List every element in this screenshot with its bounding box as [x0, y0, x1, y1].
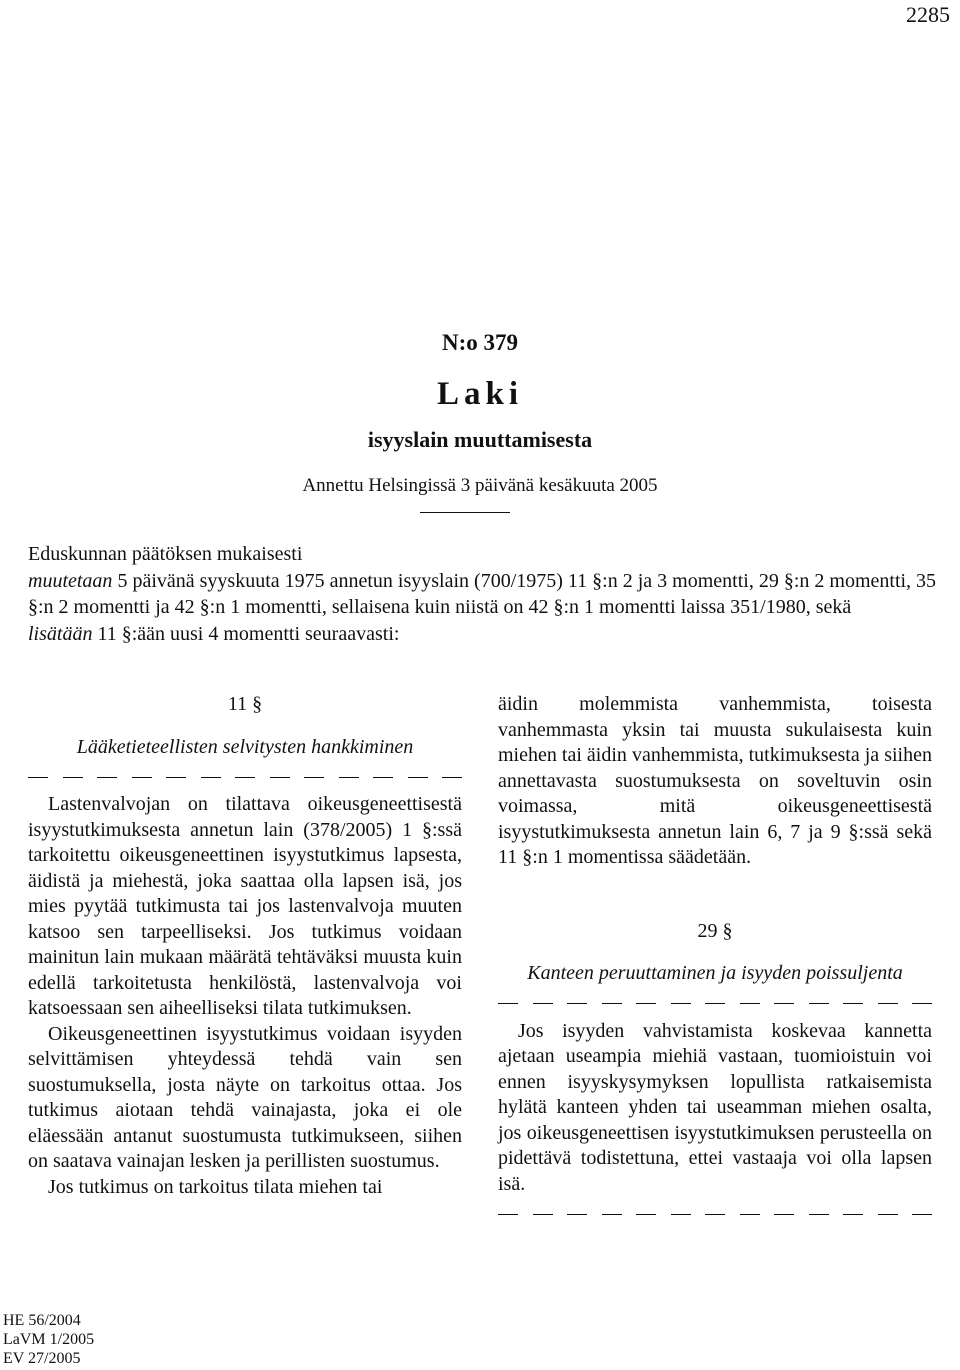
section-11-paragraph-continued: äidin molemmista vanhemmista, toisesta vanhemmasta yksin tai muusta sukulaisesta kuin miehen tai äidin vanhemmista, tutkimuksesta ja siihen annettavasta suostumuksesta on soveltuvin osin voimassa, mitä oikeusgeneettisestä isyystutkimuksesta annetun lain 6, 7 ja 9 §:ssä sekä 11 §:n 1 momentissa säädetään. [498, 693, 932, 868]
add-text: 11 §:ään uusi 4 momentti seuraavasti: [92, 622, 400, 645]
right-column [498, 692, 932, 1229]
reference-item: EV 27/2005 [3, 1350, 81, 1367]
section-29-number: 29 § [697, 919, 733, 942]
law-title: Laki [436, 376, 524, 412]
preamble-intro: Eduskunnan päätöksen mukaisesti [28, 543, 303, 565]
amend-text: 5 päivänä syyskuuta 1975 annetun isyyslain (700/1975) 11 §:n 2 ja 3 momentti, 29 §:n 2 momentti, 35 §:n 2 momentti ja 42 §:n 1 momentti, sellaisena kuin niistä on 42 §:n 1 momentti laissa 351/1980, sekä [28, 569, 937, 618]
left-column [28, 692, 462, 1200]
legislative-references [3, 1311, 94, 1368]
section-29-paragraph: Jos isyyden vahvistamista koskevaa kannetta ajetaan useampia miehiä vastaan, tuomioistuin voi ennen isyyskysymyksen lopullista ratkaisemista hylätä kanteen yhden tai useamman miehen osalta, jos oikeusgeneettisen isyystutkimuksen perusteella on pidettävä todistettuna, ettei vastaaja voi olla lapsen isä. [498, 1019, 932, 1195]
given-date: Annettu Helsingissä 3 päivänä kesäkuuta 2005 [302, 475, 658, 496]
section-11-paragraph: Jos tutkimus on tarkoitus tilata miehen tai [48, 1175, 383, 1198]
reference-item: LaVM 1/2005 [3, 1331, 95, 1348]
add-verb: lisätään [28, 622, 93, 645]
page-number: 2285 [906, 2, 950, 27]
omitted-text-marker [498, 997, 932, 1011]
section-11-number: 11 § [227, 693, 263, 715]
preamble [28, 541, 938, 647]
omitted-text-marker [498, 1207, 932, 1221]
reference-item: HE 56/2004 [3, 1312, 81, 1329]
statute-number: N:o 379 [441, 330, 519, 355]
title-divider [420, 512, 510, 513]
section-11-paragraph: Oikeusgeneettinen isyystutkimus voidaan isyyden selvittämisen yhteydessä tehdä vain sen suostumuksella, josta näyte on tarkoitus ottaa. Jos tutkimus aiotaan tehdä vainajasta, joka ei ole eläessään antanut suostumusta tutkimukseen, siihen on saatava vainajan lesken ja perillisten suostumus. [28, 1022, 462, 1172]
preamble-add [28, 621, 938, 648]
preamble-amend [28, 568, 938, 621]
omitted-text-marker [28, 770, 462, 784]
law-subject: isyyslain muuttamisesta [367, 427, 593, 452]
section-11-title: Lääketieteellisten selvitysten hankkiminen [76, 735, 414, 758]
section-29-title: Kanteen peruuttaminen ja isyyden poissuljenta [527, 962, 903, 984]
section-11-paragraph: Lastenvalvojan on tilattava oikeusgeneettisestä isyystutkimuksesta annetun lain (378/2005) 1 §:ssä tarkoitettu oikeusgeneettinen isyystutkimus lapsesta, äidistä ja miehestä, joka saattaa olla lapsen isä, jos mies pyytää tutkimusta tai jos lastenvalvoja muuten katsoo sen tarpeelliseksi. Jos tutkimus voidaan mainitun lain mukaan määrätä tehtäväksi muusta kuin edellä tarkoitetusta henkilöstä, lastenvalvoja voi katsoessaan sen aiheelliseksi tilata tutkimuksen. [28, 793, 462, 1019]
amend-verb: muutetaan [28, 569, 113, 592]
